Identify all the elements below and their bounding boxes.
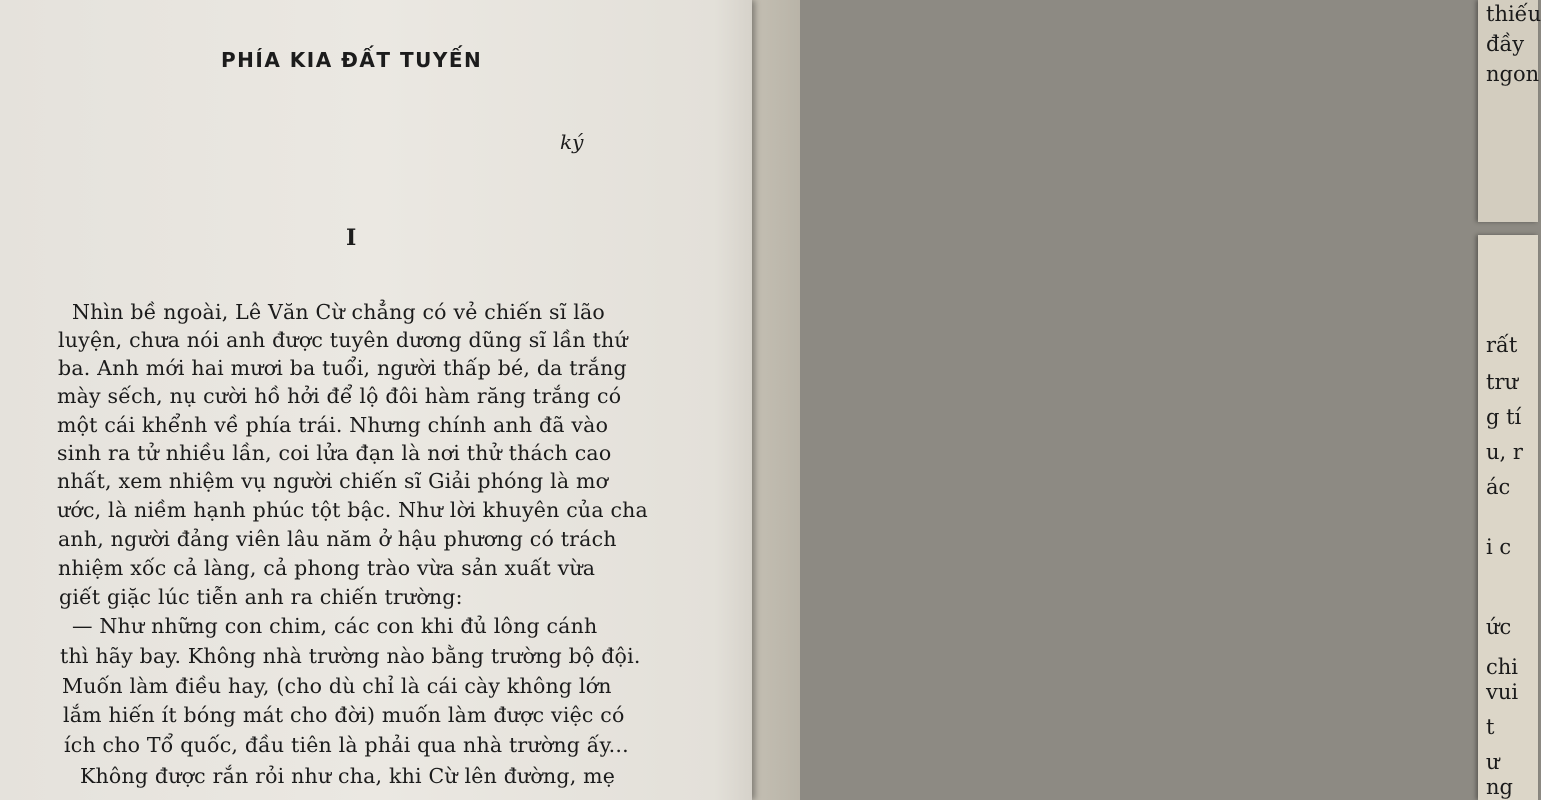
- body-line: Nhìn bề ngoài, Lê Văn Cừ chẳng có vẻ chiến sĩ lão: [72, 300, 605, 324]
- edge-text-line: trư: [1486, 370, 1519, 394]
- body-line: — Như những con chim, các con khi đủ lông cánh: [72, 614, 598, 638]
- edge-text-line: u, r: [1486, 440, 1523, 464]
- body-line: mày sếch, nụ cười hồ hởi để lộ đôi hàm răng trắng có: [57, 384, 622, 408]
- edge-text-line: g tí: [1486, 405, 1522, 429]
- adjacent-page-bottom: [1478, 235, 1538, 800]
- body-line: thì hãy bay. Không nhà trường nào bằng trường bộ đội.: [60, 644, 641, 668]
- edge-text-line: rất: [1486, 333, 1518, 357]
- body-line: anh, người đảng viên lâu năm ở hậu phương có trách: [58, 527, 617, 551]
- body-line: Muốn làm điều hay, (cho dù chỉ là cái cày không lớn: [62, 674, 612, 698]
- edge-text-line: đầy: [1486, 32, 1525, 56]
- body-line: một cái khểnh về phía trái. Nhưng chính anh đã vào: [57, 413, 609, 437]
- body-line: nhất, xem nhiệm vụ người chiến sĩ Giải phóng là mơ: [57, 469, 609, 493]
- body-line: luyện, chưa nói anh được tuyên dương dũng sĩ lần thứ: [58, 328, 628, 352]
- body-line: ước, là niềm hạnh phúc tột bậc. Như lời khuyên của cha: [57, 498, 648, 522]
- section-number: I: [346, 225, 357, 251]
- edge-text-line: t: [1486, 715, 1495, 739]
- edge-text-line: ác: [1486, 475, 1511, 499]
- edge-text-line: ức: [1486, 615, 1512, 639]
- edge-text-line: thiếu: [1486, 2, 1541, 26]
- edge-text-line: i c: [1486, 535, 1512, 559]
- body-line: lắm hiến ít bóng mát cho đời) muốn làm được việc có: [63, 703, 625, 727]
- body-line: sinh ra tử nhiều lần, coi lửa đạn là nơi thử thách cao: [57, 441, 612, 465]
- book-page: [0, 0, 752, 800]
- edge-text-line: ư: [1486, 750, 1500, 774]
- edge-text-line: vui: [1486, 680, 1519, 704]
- edge-text-line: chi: [1486, 655, 1519, 679]
- edge-text-line: ngon: [1486, 62, 1540, 86]
- body-line: giết giặc lúc tiễn anh ra chiến trường:: [59, 585, 463, 609]
- genre-label: ký: [560, 130, 584, 154]
- body-line: ba. Anh mới hai mươi ba tuổi, người thấp bé, da trắng: [58, 356, 627, 380]
- chapter-title: PHÍA KIA ĐẤT TUYẾN: [221, 48, 483, 72]
- edge-text-line: ng: [1486, 775, 1513, 799]
- body-line: ích cho Tổ quốc, đầu tiên là phải qua nhà trường ấy...: [64, 733, 629, 757]
- body-line: nhiệm xốc cả làng, cả phong trào vừa sản xuất vừa: [58, 556, 596, 580]
- adjacent-page-top: [1478, 0, 1541, 222]
- body-line: Không được rắn rỏi như cha, khi Cừ lên đường, mẹ: [80, 764, 616, 788]
